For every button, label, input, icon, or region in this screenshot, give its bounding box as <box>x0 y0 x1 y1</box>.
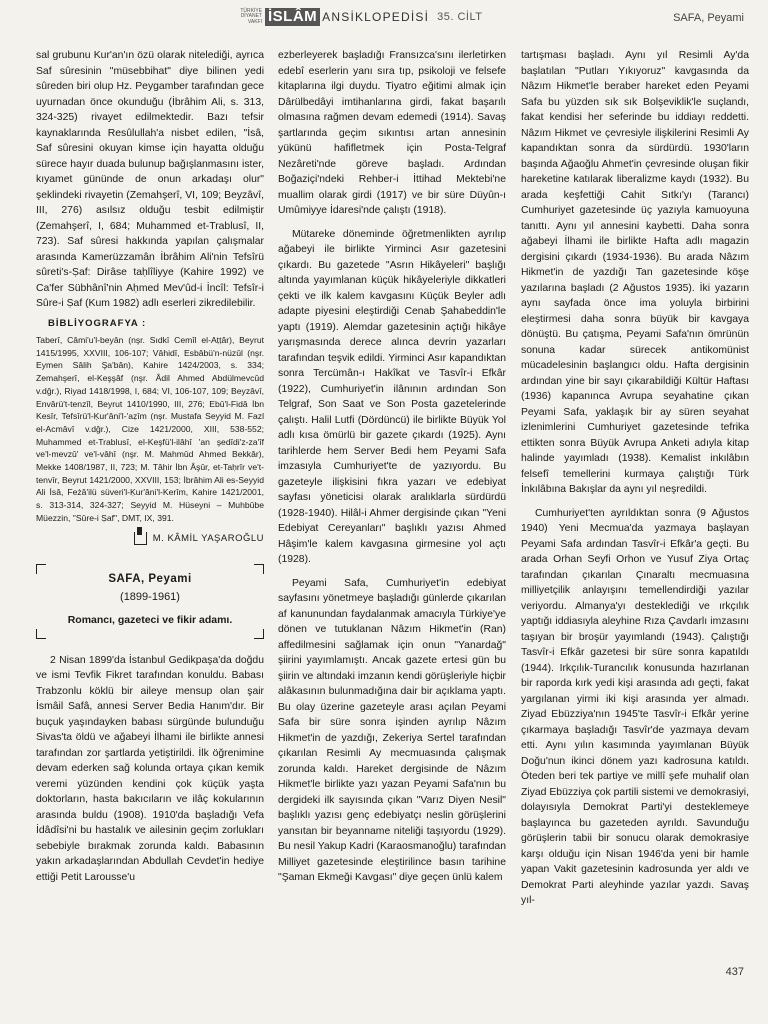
corner-mark <box>36 629 46 639</box>
page-header <box>0 0 768 34</box>
paragraph: Peyami Safa, Cumhuriyet'in edebiyat sayfasını yönetmeye başladığı günlerde çıkarılan af kanunundan faydalanmak amacıyla Türkiye'ye dönen ve tutuklanan Nâzım Hikmet'in (Ran) affedilmesini sağlamak için onun "Yanardağ" şiirini yayımlamıştı. Ancak gazete ertesi gün bu şiirin ve altındaki imzanın kendi görüşleriyle hiçbir alâkasının bulunmadığına dair bir açıklama yaptı. Bu olay üzerine gazeteyle arası açılan Peyami Safa bir süre sonra işinden ayrılıp Nâzım Hikmet'in de yazdığı, Zekeriya Sertel tarafından çıkarılan Resimli Ay mecmuasında çalışmak zorunda kaldı. Hareket dergisinde de Nâzım Hikmet'le birlikte yazı yazan Peyami Safa'nın bu dergideki ilk sayısında çıkan "Varız Diyen Nesil" başlıklı yazısı genç edebiyatçı neslin görüşlerini yansıtan bir beyanname niteliği taşıyordu (1929). Bu nesil Yakup Kadri (Karaosmanoğlu) tarafından Milliyet gazetesinde eleştirilince basın tarihine "Şaman Ekmeği Kavgası" diye geçen ünlü kalem <box>278 577 506 883</box>
entry-title: SAFA, Peyami <box>108 573 192 586</box>
author-mark-icon <box>134 532 147 545</box>
running-head: SAFA, Peyami <box>673 12 744 24</box>
column-2 <box>278 48 506 886</box>
column-1 <box>36 48 264 885</box>
entry-years: (1899-1961) <box>120 590 180 603</box>
logo-main: İSLÂM <box>265 8 320 26</box>
corner-mark <box>254 564 264 574</box>
bibliography-heading: BİBLİYOGRAFYA : <box>48 317 147 329</box>
corner-mark <box>36 564 46 574</box>
corner-mark <box>254 629 264 639</box>
page-number: 437 <box>725 966 744 978</box>
entry-subtitle: Romancı, gazeteci ve fikir adamı. <box>67 614 233 627</box>
entry-header-box <box>36 564 264 639</box>
bibliography-text: Taberî, Câmi'u'l-beyân (nşr. Sıdkī Cemîl el-Aṭṭâr), Beyrut 1415/1995, XXVIII, 106-107; Vâhidî, Esbâbü'n-nüzûl (nşr. Eymen Sâlih Şa'bân), Kahire 1424/2003, s. 334; Zemahşerî, el-Keşşâf (nşr. Âdil Ahmed Abdülmevcûd v.dğr.), Riyad 1418/1998, I, 684; VI, 106-107, 109; Beyzâvî, Envârü't-tenzîl, Beyrut 1410/1990, III, 276; Ebû'l-Fidâ İbn Kesîr, Tefsîrü'l-Ḳur'âni'l-'aẓîm (nşr. Mustafa Seyyid M. Fazl el-Acmâvî v.dğr.), Cize 1421/2000, XIII, 538-552; Muhammed et-Trablusî, el-Keşfü'l-ilâhî 'an şedîdi'z-za'îf ve'l-mevzû' ve'l-vâhî (nşr. M. Mahmûd Ahmed Bekkâr), Mekke 1408/1987, II, 723; M. Tâhir İbn Âşûr, et-Taḥrîr ve't-tenvîr, Beyrut 1421/2000, XXVIII, 153; İbrâhim Ali es-Seyyid Ali İsâ, Feżâ'ilü süveri'l-Ḳur'âni'l-Kerîm, Kahire 1421/2001, s. 313-314, 324-327; Seyyid M. Hüseyni – Muhbûbe Müezzin, "Sûre-i Ṣaf", DMT, IX, 391. <box>36 335 264 523</box>
paragraph: sal grubunu Kur'an'ın özü olarak nitelediği, ayrıca Saf sûresinin "müsebbihat" diye bilinen yedi sûreden biri olup Hz. Peygamber tarafından gece uyurnadan önce okunduğu (İbrâhim Ali, s. 313, 324-325) rivayet edilmektedir. Bazı tefsir kaynaklarında Resûlullah'a nisbet edilen, "İsâ, Saf sûresini okuyan kimse için hayatta olduğu sürece hayır duada bulunup bağışlanmasını ister, kıyamet gününde de onun arkadaşı olur" şeklindeki rivayetin (Zemahşerî, VI, 109; Beyzâvî, III, 276) asılsız olduğu tesbit edilmiştir (Zemahşerî, I, 684; Muhammed et-Trablusî, II, 723). Saf sûresi hakkında yapılan çalışmalar arasında Kamerüzzamân İbrâhim Ali'nin Tefsîrü sûreti's-Ṣaf: Dirâse taḥlîliyye (Kahire 1992) ve Ca'fer Sübhânî'nin Aḥmed Mev'ûd-i İncîl: Tefsîr-i Sûre-i Ṣaf (Kum 1982) adlı eserleri zikredilebilir. <box>36 50 264 309</box>
paragraph: 2 Nisan 1899'da İstanbul Gedikpaşa'da doğdu ve ismi Tevfik Fikret tarafından konuldu. Babası Trabzonlu köklü bir aileye mensup olan şair İsmâil Safâ, annesi Server Bedia Hanım'dır. Bir buçuk yaşındayken babası sürgünde bulunduğu Sivas'ta öldü ve ağabeyi İlhami ile birlikte annesi tarafından zor şartlarda yetiştirildi. İlk öğrenimine devam ederken sağ kolunda ortaya çıkan kemik veremi yüzünden kendini çok küçük yaşta doktorların, hasta bakıcıların ve ilâç kokularının arasında buldu (1908). 1910'da başladığı Vefa İdâdîsi'ni bu hastalık ve ailesinin geçim zorlukları sebebiyle bırakmak zorunda kaldı. Babasının yakın arkadaşlarından Abdullah Cevdet'in hediye ettiği Petit Larousse'u <box>36 654 264 883</box>
author-signature <box>36 531 264 547</box>
author-name: M. KÂMİL YAŞAROĞLU <box>152 532 264 544</box>
paragraph: Cumhuriyet'ten ayrıldıktan sonra (9 Ağustos 1940) Yeni Mecmua'da yazmaya başlayan Peyami Safa ardından Tasvîr-i Efkâr'a geçti. Bu arada Orhan Seyfi Orhon ve Yusuf Ziya Ortaç tarafından çıkarılan Çınaraltı mecmuasına milliyetçilik anlayışını temellendirdiği yazılar veriyordu. Almanya'yı desteklediği ve ırkçılık yaptığı iddiasıyla aleyhine Rıza Çavdarlı imzasını taşıyan bir broşür yayımlandı (1943). Çalıştığı Tasvîr-i Efkâr gazetesi bir süre sonra kapatıldı (1944). Irkçılık-Turancılık konusunda hazırlanan bir raporda kırk yedi kişi arasında adı geçti, fakat yargılanan yirmi iki kişi arasında yer almadı. Ziyad Ebüzziya'nın 1945'te Tasvîr-i Efkâr yerine çıkarmaya başladığı Tasvîr'de yazmaya devam etti. Aynı yılın kasımında yayımlanan Büyük Doğu'nun ikinci dönem yazı kadrosuna katıldı. Öteden beri tek partiye ve millî şefe muhalif olan Ziyad Ebüzziya çok partili sistemi ve demokrasiyi, dolayısıyla Demokrat Parti'yi desteklemeye başlayınca bu gazeteden ayrıldı. Savunduğu görüşlerin tabii bir sonucu olarak demokrasiye karşı olduğu için Nisan 1946'da yeni bir hamle yapan Vakit gazetesinin kadrosunda yer aldı ve Demokrat Parti aleyhinde yazılar yazdı. Savaş yıl- <box>521 507 749 906</box>
logo-publisher: TÜRKİYE DİYANET VAKFI <box>240 7 262 25</box>
paragraph: Mütareke döneminde öğretmenlikten ayrılıp ağabeyi ile birlikte Yirminci Asır gazetesini çıkardı. Bu gazetede "Asrın Hikâyeleri" başlığı altında yayımlanan küçük hikâyeleriyle dikkatleri çekti ve ilk kalem kavgasını Küçük Beyler adlı adapte piyesini eleştirdiği Cenab Şahabeddin'le yaptı (1919). Alemdar gazetesinin açtığı hikâye yarışmasında derece alınca devrin yazarları tarafından teşvik edildi. Yirminci Asır kapandıktan sonra Tercümân-ı Hakîkat ve Tasvîr-i Efkâr (1922), Cumhuriyet'in ilânının ardından Son Telgraf, Son Saat ve Son Posta gazetelerinde çalıştı. Halil Lutfi (Dördüncü) ile birlikte Büyük Yol adlı kısa ömürlü bir gazete çıkardı (1925). Aynı tarihlerde hem Server Bedi hem Peyami Safa imzasıyla Cumhuriyet'te de yazıyordu. Bu gazeteyle ilişkisini fıkra yazarı ve edebiyat sayfası yöneticisi olarak aralıklarla sürdürdü (1928-1940). Hilâl-i Ahmer dergisinde çıkan "Yeni Edebiyat Cereyanları" başlıklı yazısı Ahmed Hâşim'le kalem kavgasına girmesine yol açtı (1928). <box>278 228 506 565</box>
paragraph: tartışması başladı. Aynı yıl Resimli Ay'da başlatılan "Putları Yıkıyoruz" kavgasında da Nâzım Hikmet'le beraber hareket eden Peyami Safa bu yüzden sık sık Bolşeviklik'le suçlandı, fakat kendisi her seferinde bu iddiayı reddetti. Nâzım Hikmet ve çevresiyle ilişkilerini Resimli Ay kapandıktan sonra da sürdürdü. 1930'ların başında Ağaoğlu Ahmet'in çevresinde oluşan fikir hareketine katılarak liberalizme kaydı (1932). Bu arada keşfettiği Cahit Sıtkı'yı (Tarancı) Cumhuriyet gazetesinde üç yazıyla kamuoyuna tanıttı. Aynı yıl annesini kaybetti. Daha sonra ağabeyi İlhami ile birlikte Hafta adlı magazin dergisini çıkardı (1934-1936). Bu arada Nâzım Hikmet'in de yazdığı Tan gazetesinde köşe yazılarına başladı (2 Ağustos 1935). İki yazarın aynı sayfada önce ima yoluyla birbirini eleştirmesi daha sonra büyük bir kavgaya dönüştü. Bu çatışma, Peyami Safa'nın ömrünün sonuna kadar sürecek antikomünist mücadelesinin başlangıcı oldu. Hafta dergisinin ardından yine bir sayı çıkarabildiği Kültür Haftası (1936) kapanınca Avrupa seyahatine çıkan Peyami Safa, yaklaşık bir ay süren seyahat izlenimlerini Cumhuriyet gazetesinde tefrika ettikten sonra Büyük Avrupa Anketi adıyla kitap halinde yayımladı (1938). Kemalist inkılâbın felsefî temellerini kurmaya çalıştığı Türk İnkılâbına Bakışlar da aynı yıl neşredildi. <box>521 50 749 495</box>
column-3 <box>521 48 749 909</box>
paragraph: ezberleyerek başladığı Fransızca'sını ilerletirken edebî eserlerin yanı sıra tıp, psikoloji ve felsefe kitaplarına ilgi duydu. Tiyatro eğitimi almak için Dârülbedâyi imtihanlarına girdi, fakat başarılı olmasına rağmen devam edemedi (1914). Savaş şartlarında geçim sıkıntısı artan annesinin yükünü hafifletmek için Posta-Telgraf Nezâreti'nde göreve başladı. Ardından Boğaziçi'ndeki Rehber-i İttihad Mektebi'ne muallim olarak girdi (1917) ve bir süre Düyûn-ı Umûmiyye İdaresi'nde çalıştı (1918). <box>278 50 506 216</box>
logo-rest: ANSİKLOPEDİSİ <box>322 10 430 24</box>
volume-label: 35. CİLT <box>437 11 483 23</box>
encyclopedia-logo <box>232 6 483 28</box>
